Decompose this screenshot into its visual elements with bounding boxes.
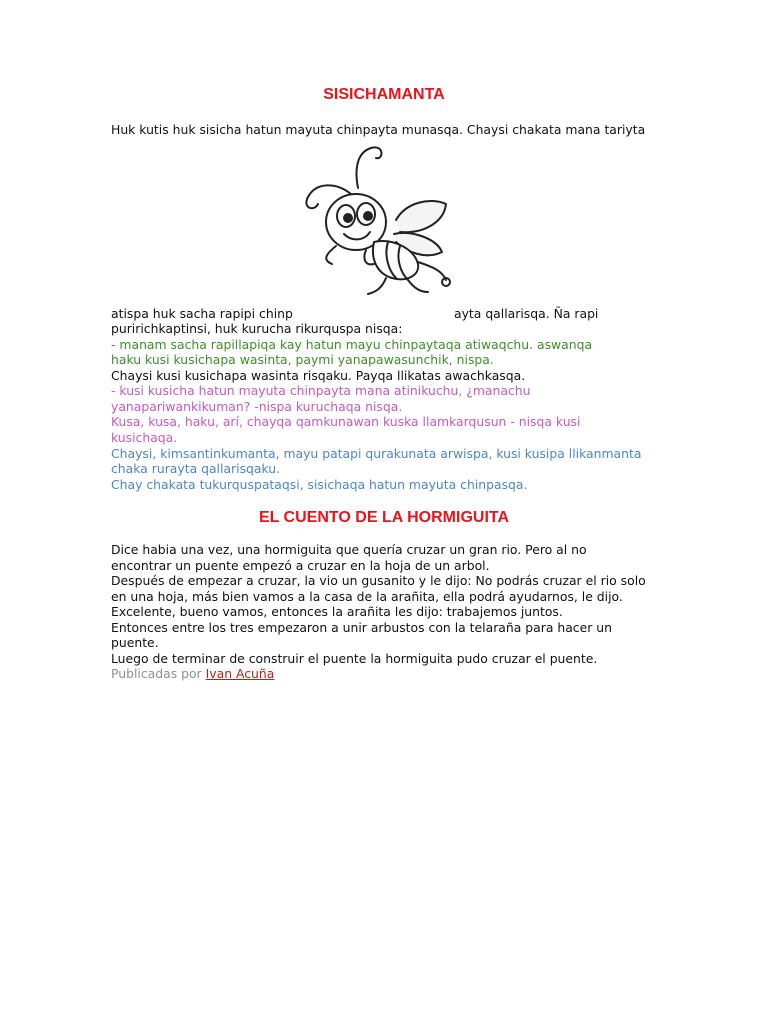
story1-line-b: puririchkaptinsi, huk kurucha rikurquspa nisqa:	[111, 321, 403, 336]
story1-line-a-right: ayta qallarisqa. Ña rapi	[454, 306, 599, 321]
story2-line-2: encontrar un puente empezó a cruzar en la hoja de un arbol.	[111, 558, 490, 573]
story1-green-line-1: - manam sacha rapillapiqa kay hatun mayu chinpaytaqa atiwaqchu. aswanqa	[111, 337, 593, 352]
story2-line-7: puente.	[111, 635, 159, 650]
story-title-hormiguita: EL CUENTO DE LA HORMIGUITA	[258, 509, 510, 526]
story1-pink-line-4: kusichaqa.	[111, 430, 178, 445]
story1-pink-line-2: yanapariwankikuman? -nispa kuruchaqa nisqa.	[111, 399, 403, 414]
story-title-sisichamanta: SISICHAMANTA	[323, 86, 445, 103]
story1-blue-line-3: Chay chakata tukurquspataqsi, sisichaqa hatun mayuta chinpasqa.	[111, 477, 528, 492]
bee-cartoon-icon	[296, 142, 456, 302]
story1-intro: Huk kutis huk sisicha hatun mayuta chinpayta munasqa. Chaysi chakata mana tariyta	[111, 122, 646, 137]
story2-line-8: Luego de terminar de construir el puente la hormiguita pudo cruzar el puente.	[111, 651, 598, 666]
story2-line-6: Entonces entre los tres empezaron a unir arbustos con la telaraña para hacer un	[111, 620, 612, 635]
published-by-label: Publicadas por	[111, 666, 202, 681]
published-by-footer	[111, 666, 274, 682]
story1-blue-line-2: chaka rurayta qallarisqaku.	[111, 461, 281, 476]
author-link[interactable]: Ivan Acuña	[205, 666, 275, 681]
story1-line-a-left: atispa huk sacha rapipi chinp	[111, 306, 293, 321]
story1-black-line-1: Chaysi kusi kusichapa wasinta risqaku. Payqa llikatas awachkasqa.	[111, 368, 526, 383]
story2-line-3: Después de empezar a cruzar, la vio un gusanito y le dijo: No podrás cruzar el rio solo	[111, 573, 646, 588]
story2-line-1: Dice habia una vez, una hormiguita que quería cruzar un gran rio. Pero al no	[111, 542, 587, 557]
story1-pink-line-3: Kusa, kusa, haku, arí, chayqa qamkunawan kuska llamkarqusun - nisqa kusi	[111, 414, 581, 429]
story2-line-4: en una hoja, más bien vamos a la casa de la arañita, ella podrá ayudarnos, le dijo.	[111, 589, 623, 604]
story1-blue-line-1: Chaysi, kimsantinkumanta, mayu patapi qurakunata arwispa, kusi kusipa llikanmanta	[111, 446, 642, 461]
story1-green-line-2: haku kusi kusichapa wasinta, paymi yanapawasunchik, nispa.	[111, 352, 494, 367]
story2-line-5: Excelente, bueno vamos, entonces la arañita les dijo: trabajemos juntos.	[111, 604, 563, 619]
story1-pink-line-1: - kusi kusicha hatun mayuta chinpayta mana atinikuchu, ¿manachu	[111, 383, 531, 398]
